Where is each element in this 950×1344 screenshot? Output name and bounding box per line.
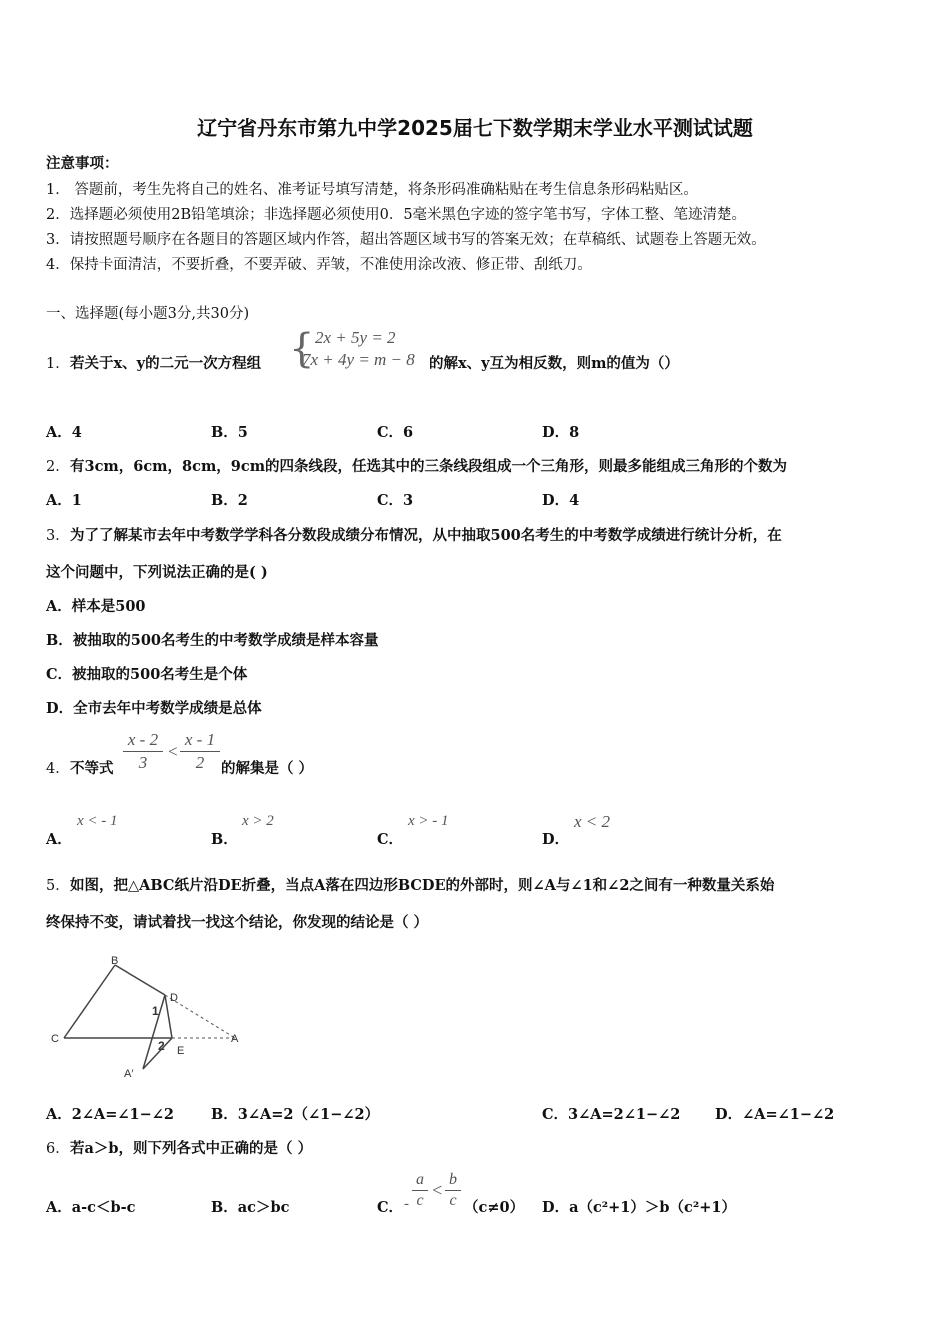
q5-number: 5． [46, 878, 70, 894]
q4-denominator-right: 2 [195, 753, 205, 772]
label-b: B [111, 955, 119, 967]
q5-option-c: C．3∠A=2∠1−∠2 [542, 1106, 681, 1123]
q2-option-c: C．3 [377, 492, 414, 509]
notes-heading: 注意事项： [46, 155, 119, 172]
q4-option-b-value: x > 2 [242, 813, 274, 829]
q5-option-b: B．3∠A=2（∠1−∠2） [211, 1106, 380, 1123]
q4-text-post: 的解集是（ ） [221, 760, 314, 777]
q4-option-a-label: A． [46, 831, 72, 848]
edge-bd [115, 965, 165, 995]
note-item: 1． 答题前，考生先将自己的姓名、准考证号填写清楚，将条形码准确粘贴在考生信息条形码粘贴区。 [46, 182, 698, 198]
q5-figure [40, 955, 250, 1085]
q4-text-pre: 不等式 [70, 760, 114, 777]
q4-numerator-left: x - 2 [127, 730, 159, 749]
q4-less-than: < [167, 742, 179, 761]
q4-number: 4． [46, 761, 70, 777]
q6-option-a: A．a-c＜b-c [46, 1199, 136, 1216]
q4-option-b-label: B． [211, 831, 238, 848]
q2-option-d: D．4 [542, 492, 580, 509]
q6-option-c-fraction-left [412, 1171, 428, 1210]
q6-option-c-condition: （c≠0） [464, 1199, 525, 1216]
q1-option-c: C．6 [377, 424, 414, 441]
q1-option-a: A．4 [46, 424, 82, 441]
q2-option-b: B．2 [211, 492, 248, 509]
brace-icon: { [289, 326, 315, 372]
edge-cb [64, 965, 115, 1038]
q4-option-c-value: x > - 1 [408, 813, 449, 829]
label-angle-1: 1 [152, 1004, 159, 1018]
note-item: 4．保持卡面清洁，不要折叠，不要弄破、弄皱，不准使用涂改液、修正带、刮纸刀。 [46, 257, 592, 273]
page-title: 辽宁省丹东市第九中学2025届七下数学期末学业水平测试试题 [197, 116, 753, 140]
q3-text-line1: 为了了解某市去年中考数学学科各分数段成绩分布情况，从中抽取500名考生的中考数学成绩进行统计分析，在 [70, 527, 782, 544]
q6-option-c-fraction-right [445, 1171, 461, 1210]
q1-option-b: B．5 [211, 424, 248, 441]
q5-text-line2: 终保持不变，请试着找一找这个结论，你发现的结论是（ ） [46, 914, 429, 931]
q1-text-pre: 若关于x、y的二元一次方程组 [70, 355, 262, 372]
q4-fraction-right [180, 730, 220, 773]
q3-option-b: B．被抽取的500名考生的中考数学成绩是样本容量 [46, 632, 379, 649]
q6-denominator-right: c [449, 1192, 457, 1209]
label-d: D [170, 992, 178, 1004]
q2-number: 2． [46, 459, 70, 475]
q6-numerator-left: a [416, 1171, 424, 1188]
q3-text-line2: 这个问题中，下列说法正确的是( ) [46, 564, 268, 581]
q6-option-c-less-than: < [431, 1180, 444, 1200]
q3-option-c: C．被抽取的500名考生是个体 [46, 666, 248, 683]
q5-option-d: D．∠A=∠1−∠2 [715, 1106, 835, 1123]
q1-text-post: 的解x、y互为相反数，则m的值为（） [429, 355, 679, 372]
note-item: 3．请按照题号顺序在各题目的答题区域内作答，超出答题区域书写的答案无效；在草稿纸、试题卷上答题无效。 [46, 232, 766, 248]
q6-option-c-minus: - [404, 1196, 409, 1212]
q6-text: 若a＞b，则下列各式中正确的是（ ） [70, 1140, 313, 1157]
label-a: A [231, 1033, 239, 1045]
q6-number: 6． [46, 1141, 70, 1157]
label-c: C [51, 1033, 59, 1045]
q2-text: 有3cm，6cm，8cm，9cm的四条线段，任选其中的三条线段组成一个三角形，则最多能组成三角形的个数为 [70, 458, 788, 475]
q6-option-c-label: C． [377, 1199, 404, 1216]
q3-option-d: D．全市去年中考数学成绩是总体 [46, 700, 262, 717]
q4-denominator-left: 3 [138, 753, 148, 772]
q4-option-a-value: x < - 1 [77, 813, 118, 829]
q4-numerator-right: x - 1 [184, 730, 216, 749]
label-angle-2: 2 [158, 1039, 165, 1053]
q3-option-a: A．样本是500 [46, 598, 146, 615]
q1-option-d: D．8 [542, 424, 580, 441]
q3-number: 3． [46, 528, 70, 544]
q6-numerator-right: b [449, 1171, 457, 1188]
q5-text-line1: 如图，把△ABC纸片沿DE折叠，当点A落在四边形BCDE的外部时，则∠A与∠1和∠2之间有一种数量关系始 [70, 877, 775, 894]
label-a-prime: A′ [124, 1068, 134, 1080]
section-heading: 一、选择题(每小题3分,共30分) [46, 306, 250, 322]
q4-option-c-label: C． [377, 831, 404, 848]
q6-denominator-left: c [416, 1192, 424, 1209]
q6-option-b: B．ac＞bc [211, 1199, 290, 1216]
q1-equation-2: 7x + 4y = m − 8 [302, 350, 415, 369]
q6-option-d: D．a（c²+1）＞b（c²+1） [542, 1199, 736, 1216]
q4-fraction-left [123, 730, 163, 773]
q1-number: 1． [46, 356, 70, 372]
label-e: E [177, 1045, 185, 1057]
note-item: 2．选择题必须使用2B铅笔填涂；非选择题必须使用0．5毫米黑色字迹的签字笔书写，字体工整、笔迹清楚。 [46, 207, 747, 223]
q2-option-a: A．1 [46, 492, 82, 509]
q1-equation-1: 2x + 5y = 2 [315, 328, 396, 347]
q5-option-a: A．2∠A=∠1−∠2 [46, 1106, 175, 1123]
q4-option-d-label: D． [542, 831, 570, 848]
q4-option-d-value: x < 2 [574, 812, 611, 831]
